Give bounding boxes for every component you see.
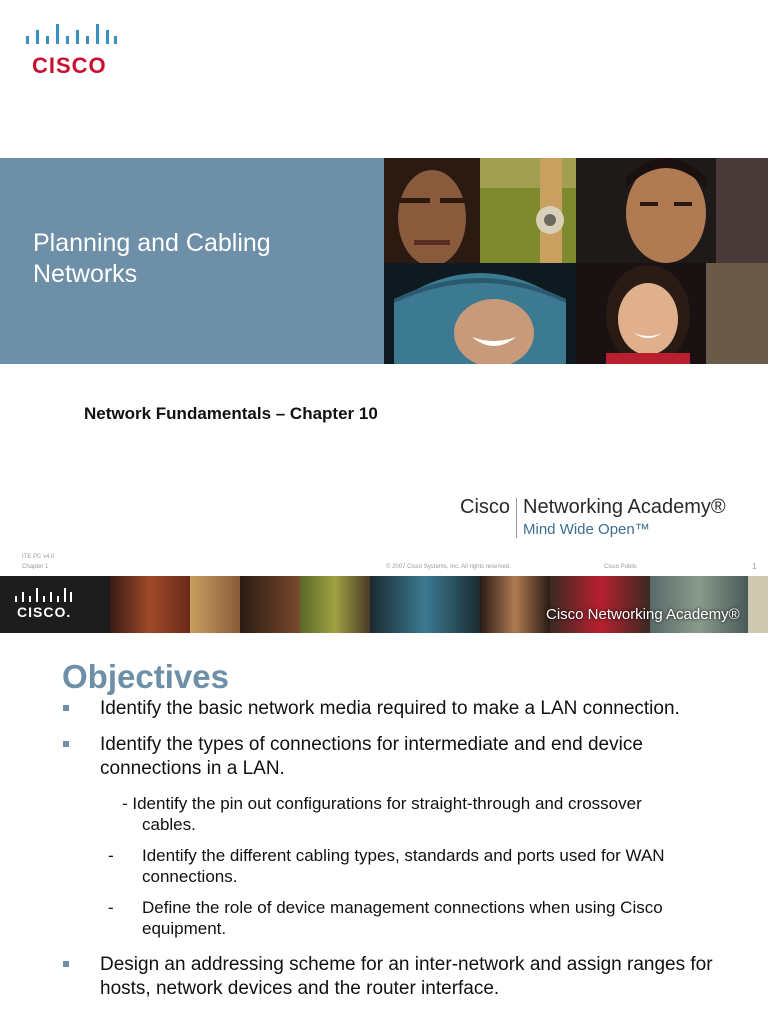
strip-photo-1 [110,576,190,633]
sub-list-item: - Identify the pin out configurations for straight-through and crossover cables. [122,794,642,834]
strip-photo-2 [190,576,240,633]
cisco-bridge-icon [14,588,74,604]
strip-photo-5 [370,576,480,633]
strip-academy-name: Cisco Networking Academy® [546,606,740,623]
objectives-title: Objectives [62,658,229,695]
bullet-square-icon [63,705,69,711]
strip-photo-8 [650,576,748,633]
cisco-bridge-icon [24,22,120,50]
list-item: Design an addressing scheme for an inter-network and assign ranges for hosts, network devices and the router interface. [60,953,740,1001]
dash-marker: - [108,846,114,865]
photo-collage [384,158,768,364]
title-banner [0,158,768,364]
strip-cisco-logo [14,588,74,620]
slide-title: Planning and Cabling Networks [33,229,271,288]
sub-list-item: - Define the role of device management connections when using Cisco equipment. [108,898,663,938]
title-panel [0,158,384,364]
list-item: Identify the basic network media required to make a LAN connection. [60,697,740,721]
bullet-square-icon [63,961,69,967]
header-photo-strip [0,576,768,633]
academy-divider [516,498,517,538]
strip-logo-text: CISCO. [17,604,72,620]
objectives-list [60,697,740,1013]
footer-copyright: © 2007 Cisco Systems, Inc. All rights reserved. [386,564,511,570]
list-item: Identify the types of connections for intermediate and end device connections in a LAN. [60,733,740,781]
academy-tagline: Mind Wide Open™ [523,521,650,538]
dash-marker: - [108,898,114,917]
academy-name: Networking Academy® [523,496,726,518]
footer-chapter: Chapter 1 [22,564,49,570]
photo-woman-smiling [576,263,768,364]
slide-subtitle: Network Fundamentals – Chapter 10 [84,404,378,423]
academy-brand: Cisco [460,496,511,518]
cisco-logo-text: CISCO [32,53,107,78]
bullet-square-icon [63,741,69,747]
objectives-slide [0,576,768,1024]
photo-man-smiling [576,158,768,263]
photo-man-portrait [384,158,480,263]
footer-course: ITE PC v4.0 [22,554,55,560]
networking-academy-logo [460,496,726,538]
photo-hooded-person [384,263,576,364]
strip-photo-4 [300,576,370,633]
page-number: 1 [752,562,757,571]
photo-skateboard [480,158,576,263]
sub-list-item: - Identify the different cabling types, standards and ports used for WAN connections. [108,846,665,886]
strip-photo-9 [748,576,768,633]
strip-photo-3 [240,576,300,633]
footer-classification: Cisco Public [604,564,638,570]
strip-photo-7 [550,576,650,633]
strip-photo-6 [480,576,550,633]
